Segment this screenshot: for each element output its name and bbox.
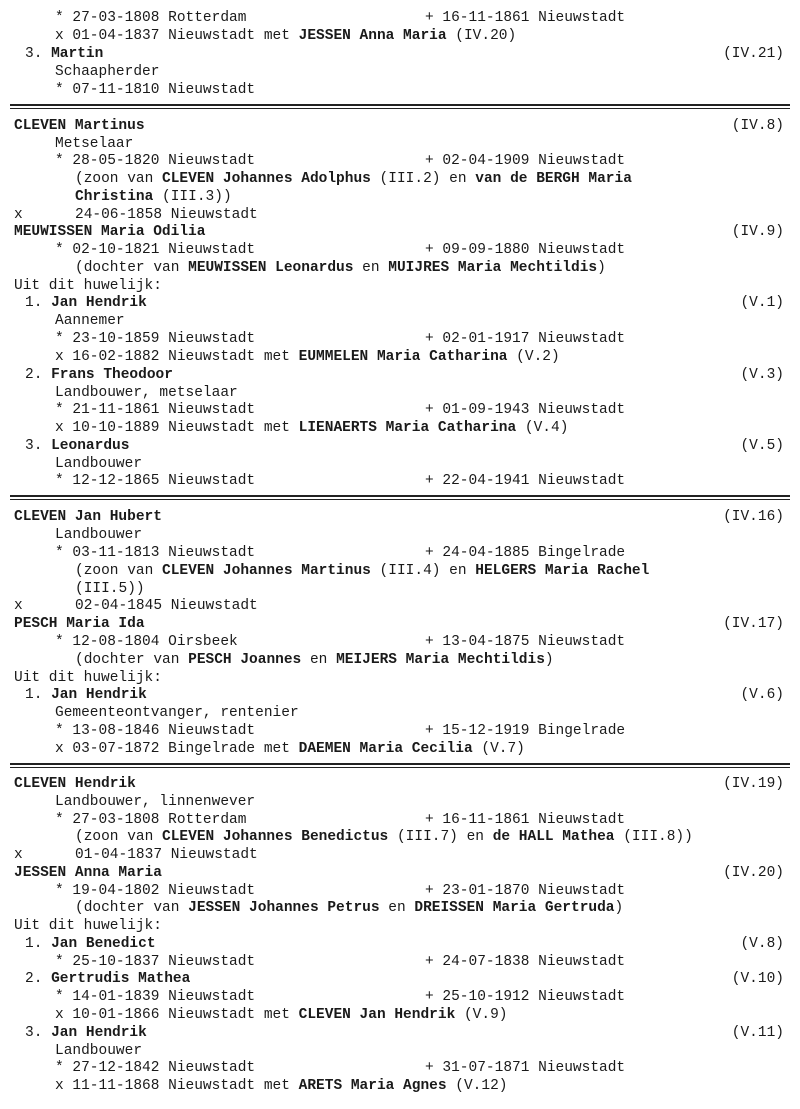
birth-line: * 28-05-1820 Nieuwstadt	[55, 153, 256, 169]
occupation-line: Gemeenteontvanger, rentenier	[55, 705, 299, 721]
marriage-marker: x	[14, 847, 23, 863]
death-line: + 15-12-1919 Bingelrade	[425, 723, 626, 739]
parents-line: (III.5))	[75, 581, 145, 597]
child-line: 2. Gertrudis Mathea	[25, 971, 191, 987]
ref-code: (V.6)	[740, 687, 784, 703]
occupation-line: Landbouwer	[55, 527, 143, 543]
ref-code: (V.10)	[731, 971, 784, 987]
birth-line: * 07-11-1810 Nieuwstadt	[55, 82, 256, 98]
parents-line: (dochter van PESCH Joannes en MEIJERS Maria Mechtildis)	[75, 652, 554, 668]
death-line: + 23-01-1870 Nieuwstadt	[425, 883, 626, 899]
marriage-marker: x	[14, 598, 23, 614]
section-divider	[10, 104, 790, 109]
marriage-line: 24-06-1858 Nieuwstadt	[75, 207, 258, 223]
ref-code: (IV.8)	[731, 118, 784, 134]
birth-line: * 27-12-1842 Nieuwstadt	[55, 1060, 256, 1076]
ref-code: (V.11)	[731, 1025, 784, 1041]
birth-line: * 27-03-1808 Rotterdam	[55, 812, 247, 828]
child-line: 1. Jan Benedict	[25, 936, 156, 952]
birth-line: * 19-04-1802 Nieuwstadt	[55, 883, 256, 899]
occupation-line: Landbouwer, metselaar	[55, 385, 238, 401]
person-name: CLEVEN Hendrik	[14, 776, 136, 792]
children-heading: Uit dit huwelijk:	[14, 918, 162, 934]
birth-line: * 21-11-1861 Nieuwstadt	[55, 402, 256, 418]
section-divider	[10, 763, 790, 768]
birth-line: * 27-03-1808 Rotterdam	[55, 10, 247, 26]
ref-code: (IV.17)	[723, 616, 784, 632]
section-divider	[10, 495, 790, 500]
ref-code: (IV.19)	[723, 776, 784, 792]
children-heading: Uit dit huwelijk:	[14, 670, 162, 686]
occupation-line: Landbouwer, linnenwever	[55, 794, 256, 810]
parents-line: Christina (III.3))	[75, 189, 232, 205]
child-line: 1. Jan Hendrik	[25, 295, 147, 311]
child-line: 2. Frans Theodoor	[25, 367, 173, 383]
birth-line: * 02-10-1821 Nieuwstadt	[55, 242, 256, 258]
marriage-line: x 10-01-1866 Nieuwstadt met CLEVEN Jan Hendrik (V.9)	[55, 1007, 508, 1023]
child-line: 1. Jan Hendrik	[25, 687, 147, 703]
death-line: + 25-10-1912 Nieuwstadt	[425, 989, 626, 1005]
birth-line: * 03-11-1813 Nieuwstadt	[55, 545, 256, 561]
death-line: + 22-04-1941 Nieuwstadt	[425, 473, 626, 489]
marriage-line: 01-04-1837 Nieuwstadt	[75, 847, 258, 863]
marriage-line: x 11-11-1868 Nieuwstadt met ARETS Maria Agnes (V.12)	[55, 1078, 508, 1094]
death-line: + 24-04-1885 Bingelrade	[425, 545, 626, 561]
death-line: + 13-04-1875 Nieuwstadt	[425, 634, 626, 650]
occupation-line: Metselaar	[55, 136, 134, 152]
ref-code: (IV.20)	[723, 865, 784, 881]
occupation-line: Aannemer	[55, 313, 125, 329]
ref-code: (IV.21)	[723, 46, 784, 62]
death-line: + 01-09-1943 Nieuwstadt	[425, 402, 626, 418]
ref-code: (IV.16)	[723, 509, 784, 525]
marriage-line: 02-04-1845 Nieuwstadt	[75, 598, 258, 614]
marriage-line: x 10-10-1889 Nieuwstadt met LIENAERTS Maria Catharina (V.4)	[55, 420, 569, 436]
death-line: + 02-04-1909 Nieuwstadt	[425, 153, 626, 169]
death-line: + 02-01-1917 Nieuwstadt	[425, 331, 626, 347]
death-line: + 16-11-1861 Nieuwstadt	[425, 812, 626, 828]
person-name: CLEVEN Martinus	[14, 118, 145, 134]
spouse-name: PESCH Maria Ida	[14, 616, 145, 632]
death-line: + 16-11-1861 Nieuwstadt	[425, 10, 626, 26]
marriage-line: x 03-07-1872 Bingelrade met DAEMEN Maria Cecilia (V.7)	[55, 741, 525, 757]
marriage-line: x 01-04-1837 Nieuwstadt met JESSEN Anna Maria (IV.20)	[55, 28, 517, 44]
birth-line: * 12-12-1865 Nieuwstadt	[55, 473, 256, 489]
death-line: + 24-07-1838 Nieuwstadt	[425, 954, 626, 970]
child-line: 3. Leonardus	[25, 438, 130, 454]
ref-code: (IV.9)	[731, 224, 784, 240]
ref-code: (V.3)	[740, 367, 784, 383]
birth-line: * 12-08-1804 Oirsbeek	[55, 634, 238, 650]
occupation-line: Landbouwer	[55, 456, 143, 472]
child-line: 3. Jan Hendrik	[25, 1025, 147, 1041]
birth-line: * 23-10-1859 Nieuwstadt	[55, 331, 256, 347]
child-line: 3. Martin	[25, 46, 104, 62]
occupation-line: Landbouwer	[55, 1043, 143, 1059]
birth-line: * 13-08-1846 Nieuwstadt	[55, 723, 256, 739]
parents-line: (dochter van JESSEN Johannes Petrus en DREISSEN Maria Gertruda)	[75, 900, 624, 916]
parents-line: (zoon van CLEVEN Johannes Adolphus (III.2) en van de BERGH Maria	[75, 171, 632, 187]
birth-line: * 14-01-1839 Nieuwstadt	[55, 989, 256, 1005]
parents-line: (zoon van CLEVEN Johannes Benedictus (III.7) en de HALL Mathea (III.8))	[75, 829, 693, 845]
marriage-marker: x	[14, 207, 23, 223]
death-line: + 09-09-1880 Nieuwstadt	[425, 242, 626, 258]
parents-line: (zoon van CLEVEN Johannes Martinus (III.4) en HELGERS Maria Rachel	[75, 563, 650, 579]
person-name: CLEVEN Jan Hubert	[14, 509, 162, 525]
death-line: + 31-07-1871 Nieuwstadt	[425, 1060, 626, 1076]
occupation-line: Schaapherder	[55, 64, 160, 80]
ref-code: (V.1)	[740, 295, 784, 311]
parents-line: (dochter van MEUWISSEN Leonardus en MUIJRES Maria Mechtildis)	[75, 260, 606, 276]
ref-code: (V.8)	[740, 936, 784, 952]
spouse-name: MEUWISSEN Maria Odilia	[14, 224, 206, 240]
ref-code: (V.5)	[740, 438, 784, 454]
spouse-name: JESSEN Anna Maria	[14, 865, 162, 881]
birth-line: * 25-10-1837 Nieuwstadt	[55, 954, 256, 970]
children-heading: Uit dit huwelijk:	[14, 278, 162, 294]
marriage-line: x 16-02-1882 Nieuwstadt met EUMMELEN Maria Catharina (V.2)	[55, 349, 560, 365]
